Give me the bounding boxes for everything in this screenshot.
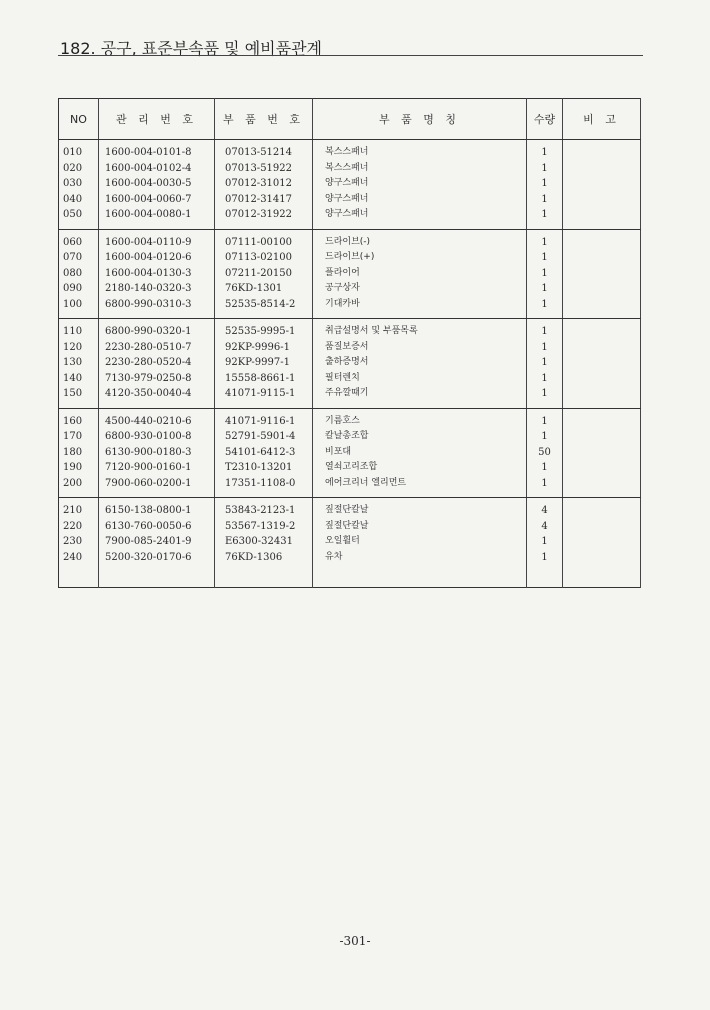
- no-line: 210: [63, 505, 83, 516]
- quantity-cell: [527, 319, 563, 409]
- part-number-cell: [215, 140, 313, 230]
- part-name-line: 양구스패너: [325, 178, 369, 188]
- part-number-cell: [215, 319, 313, 409]
- management-number-line: 6800-990-0320-1: [105, 326, 192, 337]
- part-name-line: 필터렌치: [325, 372, 360, 383]
- part-name-cell: [313, 498, 527, 588]
- part-name-line: 취급설명서 및 부품목록: [325, 326, 418, 336]
- management-number-line: 1600-004-0080-1: [105, 209, 192, 220]
- blank-line: [59, 565, 98, 581]
- quantity-line: 1: [541, 162, 548, 174]
- table-header-row: [59, 99, 641, 140]
- no-line: 050: [63, 209, 83, 220]
- management-number-line: 1600-004-0130-3: [105, 267, 192, 279]
- parts-table: [58, 98, 641, 588]
- no-line: 180: [63, 446, 83, 458]
- quantity-line: 1: [541, 147, 548, 158]
- no-line: 010: [63, 147, 83, 158]
- part-name-line: 오일휠터: [325, 536, 360, 546]
- quantity-line: 1: [541, 252, 548, 263]
- quantity-line: 1: [541, 372, 548, 384]
- remarks-line: [563, 476, 640, 492]
- part-number-line: 07013-51922: [225, 162, 293, 174]
- remarks-cell: [563, 498, 641, 588]
- remarks-line: [563, 429, 640, 445]
- part-number-line: 92KP-9997-1: [225, 357, 290, 368]
- quantity-line: 1: [541, 283, 548, 294]
- no-line: 170: [63, 431, 83, 442]
- part-number-line: 53843-2123-1: [225, 505, 296, 516]
- no-line: 030: [63, 178, 83, 189]
- quantity-line: 1: [541, 193, 548, 205]
- part-number-line: 53567-1319-2: [225, 520, 296, 532]
- quantity-line: 1: [541, 209, 548, 220]
- part-name-line: 짚절단칼날: [325, 520, 369, 531]
- no-cell: [59, 498, 99, 588]
- part-name-line: 열쇠고리조합: [325, 462, 378, 472]
- header-part-number: 부 품 번 호: [215, 99, 313, 140]
- part-name-line: 복스스패너: [325, 162, 369, 173]
- quantity-cell: [527, 140, 563, 230]
- part-name-line: 드라이브(+): [325, 252, 375, 262]
- remarks-line: [563, 534, 640, 550]
- management-number-line: 6800-990-0310-3: [105, 298, 192, 310]
- remarks-line: [563, 550, 640, 566]
- part-name-cell: [313, 229, 527, 319]
- remarks-line: [563, 503, 640, 519]
- part-number-line: 52535-8514-2: [225, 298, 296, 310]
- remarks-cell: [563, 140, 641, 230]
- table-body: [59, 140, 641, 588]
- quantity-line: 1: [541, 431, 548, 442]
- no-line: 100: [63, 298, 83, 310]
- no-cell: [59, 229, 99, 319]
- remarks-cell: [563, 408, 641, 498]
- quantity-line: 1: [541, 267, 548, 279]
- quantity-line: 4: [541, 505, 548, 516]
- quantity-line: 1: [541, 415, 548, 427]
- quantity-cell: [527, 408, 563, 498]
- management-number-line: 6150-138-0800-1: [105, 505, 192, 516]
- table-row-group: [59, 229, 641, 319]
- management-number-line: 6800-930-0100-8: [105, 431, 192, 442]
- no-line: 150: [63, 388, 83, 399]
- part-number-cell: [215, 229, 313, 319]
- management-number-line: 5200-320-0170-6: [105, 551, 192, 563]
- part-name-cell: [313, 140, 527, 230]
- quantity-line: 1: [541, 326, 548, 337]
- part-number-line: 76KD-1301: [225, 283, 283, 294]
- no-cell: [59, 408, 99, 498]
- no-cell: [59, 140, 99, 230]
- part-name-line: 주유깔때기: [325, 388, 369, 398]
- part-name-line: 기름호스: [325, 415, 360, 426]
- part-name-line: 기대카바: [325, 298, 360, 309]
- part-name-line: 플라이어: [325, 267, 360, 278]
- no-line: 080: [63, 267, 83, 279]
- part-number-line: 07113-02100: [225, 252, 293, 263]
- header-no: NO: [59, 99, 99, 140]
- remarks-line: [563, 371, 640, 387]
- part-number-cell: [215, 408, 313, 498]
- remarks-line: [563, 297, 640, 313]
- remarks-line: [563, 414, 640, 430]
- remarks-line: [563, 340, 640, 356]
- part-name-line: 드라이브(-): [325, 236, 371, 247]
- part-number-line: 07211-20150: [225, 267, 293, 279]
- no-line: 120: [63, 341, 83, 353]
- quantity-line: 1: [541, 551, 548, 563]
- table-row-group: [59, 140, 641, 230]
- part-name-line: 짚절단칼날: [325, 505, 369, 515]
- part-name-cell: [313, 408, 527, 498]
- page-number: -301-: [339, 934, 371, 948]
- no-line: 090: [63, 283, 83, 294]
- table-row-group: [59, 498, 641, 588]
- remarks-line: [563, 460, 640, 476]
- management-number-line: 7900-085-2401-9: [105, 536, 192, 547]
- management-number-line: 1600-004-0101-8: [105, 147, 192, 158]
- no-line: 070: [63, 252, 83, 263]
- remarks-line: [563, 386, 640, 402]
- remarks-line: [563, 207, 640, 223]
- blank-line: [99, 565, 214, 581]
- quantity-line: 50: [538, 446, 551, 458]
- no-line: 200: [63, 477, 83, 489]
- quantity-line: 1: [541, 341, 548, 353]
- management-number-line: 6130-900-0180-3: [105, 446, 192, 458]
- no-line: 220: [63, 520, 83, 532]
- no-line: 140: [63, 372, 83, 384]
- part-name-line: 칼날총조합: [325, 431, 369, 441]
- remarks-line: [563, 235, 640, 251]
- part-number-line: E6300-32431: [225, 536, 293, 547]
- part-name-line: 복스스패너: [325, 147, 369, 157]
- remarks-line: [563, 281, 640, 297]
- no-line: 240: [63, 551, 83, 563]
- quantity-line: 1: [541, 298, 548, 310]
- management-number-line: 7900-060-0200-1: [105, 477, 192, 489]
- no-line: 020: [63, 162, 83, 174]
- no-line: 060: [63, 236, 83, 248]
- header-management-number: 관 리 번 호: [99, 99, 215, 140]
- remarks-cell: [563, 319, 641, 409]
- management-number-line: 7120-900-0160-1: [105, 462, 192, 473]
- management-number-line: 1600-004-0110-9: [105, 236, 192, 248]
- management-number-cell: [99, 408, 215, 498]
- blank-line: [215, 565, 312, 581]
- quantity-line: 4: [541, 520, 548, 532]
- part-number-cell: [215, 498, 313, 588]
- remarks-line: [563, 519, 640, 535]
- part-name-line: 양구스패너: [325, 193, 369, 204]
- quantity-line: 1: [541, 477, 548, 489]
- quantity-line: 1: [541, 388, 548, 399]
- part-number-line: 52791-5901-4: [225, 431, 296, 442]
- management-number-line: 2230-280-0520-4: [105, 357, 192, 368]
- part-name-line: 유차: [325, 551, 343, 562]
- quantity-line: 1: [541, 357, 548, 368]
- part-number-line: 07012-31012: [225, 178, 293, 189]
- part-number-line: 54101-6412-3: [225, 446, 296, 458]
- part-name-line: 품질보증서: [325, 341, 369, 352]
- part-number-line: 76KD-1306: [225, 551, 283, 563]
- management-number-cell: [99, 229, 215, 319]
- remarks-cell: [563, 229, 641, 319]
- no-line: 230: [63, 536, 83, 547]
- page-title: 182. 공구, 표준부속품 및 예비품관계: [60, 39, 322, 58]
- title-underline: [58, 55, 643, 56]
- part-name-line: 공구상자: [325, 283, 360, 293]
- no-line: 160: [63, 415, 83, 427]
- no-line: 190: [63, 462, 83, 473]
- part-number-line: 41071-9115-1: [225, 388, 296, 399]
- remarks-line: [563, 161, 640, 177]
- part-number-line: 07111-00100: [225, 236, 293, 248]
- part-number-line: 15558-8661-1: [225, 372, 296, 384]
- table-row-group: [59, 319, 641, 409]
- management-number-line: 2230-280-0510-7: [105, 341, 192, 353]
- part-number-line: 07012-31417: [225, 193, 293, 205]
- remarks-line: [563, 176, 640, 192]
- quantity-line: 1: [541, 536, 548, 547]
- no-line: 040: [63, 193, 83, 205]
- remarks-line: [563, 192, 640, 208]
- blank-line: [563, 565, 640, 581]
- part-name-line: 양구스패너: [325, 209, 369, 219]
- quantity-line: 1: [541, 178, 548, 189]
- management-number-cell: [99, 140, 215, 230]
- quantity-cell: [527, 498, 563, 588]
- blank-line: [527, 565, 562, 581]
- quantity-line: 1: [541, 236, 548, 248]
- table-row-group: [59, 408, 641, 498]
- remarks-line: [563, 145, 640, 161]
- header-remarks: 비 고: [563, 99, 641, 140]
- part-number-line: 52535-9995-1: [225, 326, 296, 337]
- part-number-line: 41071-9116-1: [225, 415, 296, 427]
- management-number-line: 4500-440-0210-6: [105, 415, 192, 427]
- remarks-line: [563, 250, 640, 266]
- no-line: 130: [63, 357, 83, 368]
- part-name-line: 출하증명서: [325, 357, 369, 367]
- management-number-line: 7130-979-0250-8: [105, 372, 192, 384]
- management-number-line: 1600-004-0102-4: [105, 162, 192, 174]
- management-number-line: 6130-760-0050-6: [105, 520, 192, 532]
- management-number-cell: [99, 498, 215, 588]
- quantity-line: 1: [541, 462, 548, 473]
- part-number-line: T2310-13201: [225, 462, 293, 473]
- management-number-line: 2180-140-0320-3: [105, 283, 192, 294]
- management-number-cell: [99, 319, 215, 409]
- remarks-line: [563, 355, 640, 371]
- remarks-line: [563, 266, 640, 282]
- header-part-name: 부 품 명 칭: [313, 99, 527, 140]
- part-name-cell: [313, 319, 527, 409]
- part-number-line: 17351-1108-0: [225, 477, 296, 489]
- part-number-line: 07012-31922: [225, 209, 293, 220]
- part-name-line: 에어크리너 엘리먼트: [325, 477, 407, 488]
- management-number-line: 1600-004-0060-7: [105, 193, 192, 205]
- part-name-line: 비포대: [325, 446, 352, 457]
- no-cell: [59, 319, 99, 409]
- quantity-cell: [527, 229, 563, 319]
- remarks-line: [563, 445, 640, 461]
- management-number-line: 1600-004-0120-6: [105, 252, 192, 263]
- blank-line: [313, 565, 526, 581]
- management-number-line: 4120-350-0040-4: [105, 388, 192, 399]
- remarks-line: [563, 324, 640, 340]
- part-number-line: 07013-51214: [225, 147, 293, 158]
- no-line: 110: [63, 326, 83, 337]
- management-number-line: 1600-004-0030-5: [105, 178, 192, 189]
- part-number-line: 92KP-9996-1: [225, 341, 290, 353]
- header-quantity: 수량: [527, 99, 563, 140]
